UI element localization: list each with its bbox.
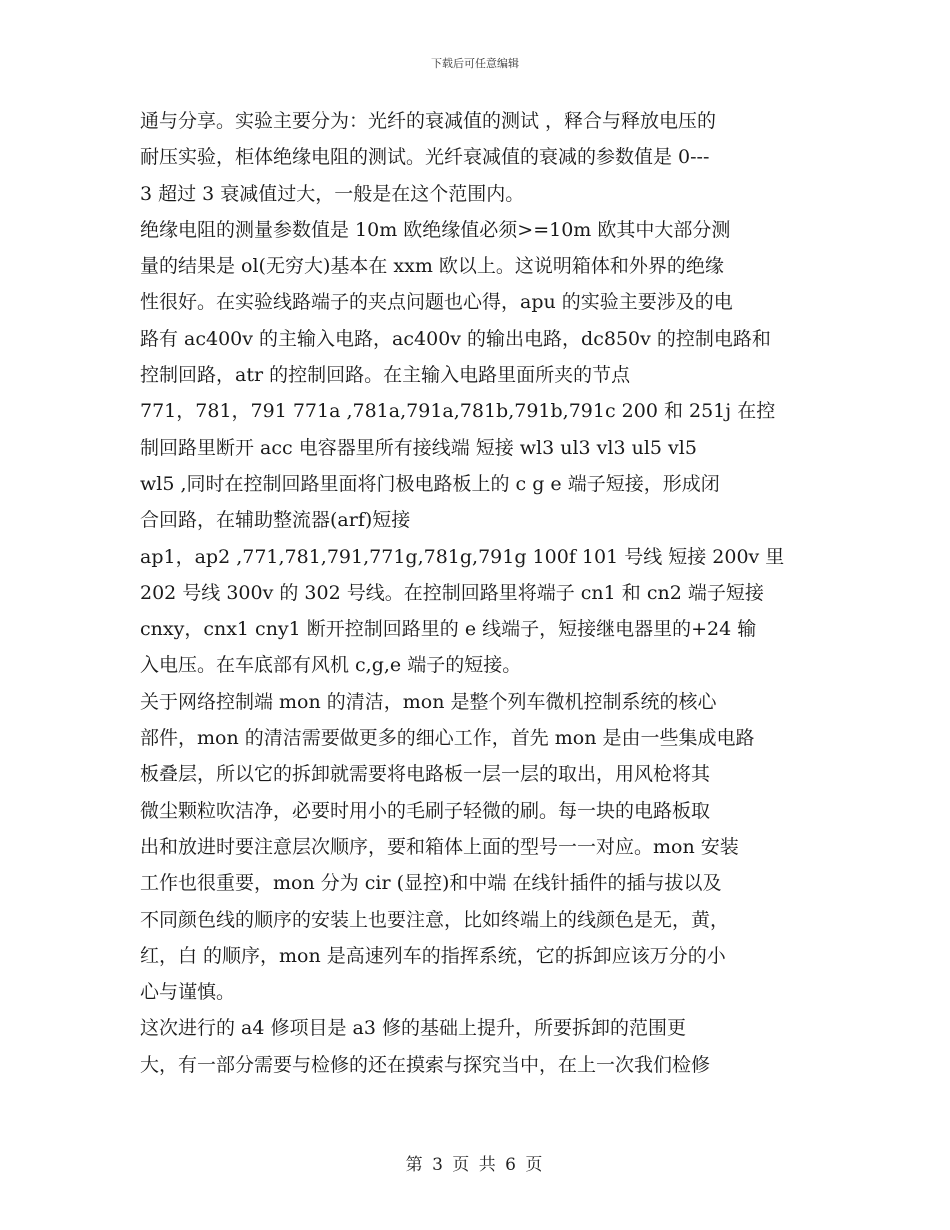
text-line: 大，有一部分需要与检修的还在摸索与探究当中，在上一次我们检修: [140, 1053, 711, 1076]
text-line: 性很好。在实验线路端子的夹点问题也心得，apu 的实验主要涉及的电: [140, 291, 733, 314]
text-line: 制回路里断开 acc 电容器里所有接线端 短接 wl3 ul3 vl3 ul5 vl5: [140, 436, 697, 459]
text-line: cnxy，cnx1 cny1 断开控制回路里的 e 线端子，短接继电器里的+24 输: [140, 618, 757, 641]
text-line: 771，781，791 771a ,781a,791a,781b,791b,791c 200 和 251j 在控: [140, 400, 776, 423]
text-line: 这次进行的 a4 修项目是 a3 修的基础上提升，所要拆卸的范围更: [140, 1017, 686, 1040]
text-line: 红，白 的顺序，mon 是高速列车的指挥系统，它的拆卸应该万分的小: [140, 944, 726, 967]
text-line: 微尘颗粒吹洁净，必要时用小的毛刷子轻微的刷。每一块的电路板取: [140, 799, 711, 822]
page-header: 下载后可任意编辑: [431, 57, 519, 70]
text-line: 3 超过 3 衰减值过大，一般是在这个范围内。: [140, 182, 525, 205]
text-line: 出和放进时要注意层次顺序，要和箱体上面的型号一一对应。mon 安装: [140, 835, 739, 858]
text-line: 控制回路，atr 的控制回路。在主输入电路里面所夹的节点: [140, 364, 631, 387]
document-body: [140, 103, 812, 1083]
text-line: 板叠层，所以它的拆卸就需要将电路板一层一层的取出，用风枪将其: [140, 763, 711, 786]
text-line: 工作也很重要，mon 分为 cir (显控)和中端 在线针插件的插与拔以及: [140, 872, 722, 895]
text-line: 入电压。在车底部有风机 c,g,e 端子的短接。: [140, 654, 522, 677]
page-number-footer: 第 3 页 共 6 页: [405, 1155, 545, 1175]
text-line: 202 号线 300v 的 302 号线。在控制回路里将端子 cn1 和 cn2 端子短接: [140, 581, 764, 604]
text-line: 关于网络控制端 mon 的清洁，mon 是整个列车微机控制系统的核心: [140, 690, 717, 713]
text-line: 路有 ac400v 的主输入电路，ac400v 的输出电路，dc850v 的控制电路和: [140, 327, 771, 350]
text-line: 合回路，在辅助整流器(arf)短接: [140, 509, 411, 532]
text-line: 耐压实验，柜体绝缘电阻的测试。光纤衰减值的衰减的参数值是 0---: [140, 146, 710, 169]
text-line: wl5 ,同时在控制回路里面将门极电路板上的 c g e 端子短接，形成闭: [140, 472, 720, 495]
text-line: 部件，mon 的清洁需要做更多的细心工作，首先 mon 是由一些集成电路: [140, 727, 755, 750]
text-line: ap1，ap2 ,771,781,791,771g,781g,791g 100f 101 号线 短接 200v 里: [140, 545, 785, 568]
text-line: 心与谨慎。: [140, 981, 236, 1004]
text-line: 绝缘电阻的测量参数值是 10m 欧绝缘值必须>=10m 欧其中大部分测: [140, 218, 731, 241]
text-line: 通与分享。实验主要分为：光纤的衰减值的测试 ，释合与释放电压的: [140, 110, 717, 132]
text-line: 不同颜色线的顺序的安装上也要注意，比如终端上的线颜色是无，黄，: [140, 908, 730, 931]
text-line: 量的结果是 ol(无穷大)基本在 xxm 欧以上。这说明箱体和外界的绝缘: [140, 255, 724, 278]
